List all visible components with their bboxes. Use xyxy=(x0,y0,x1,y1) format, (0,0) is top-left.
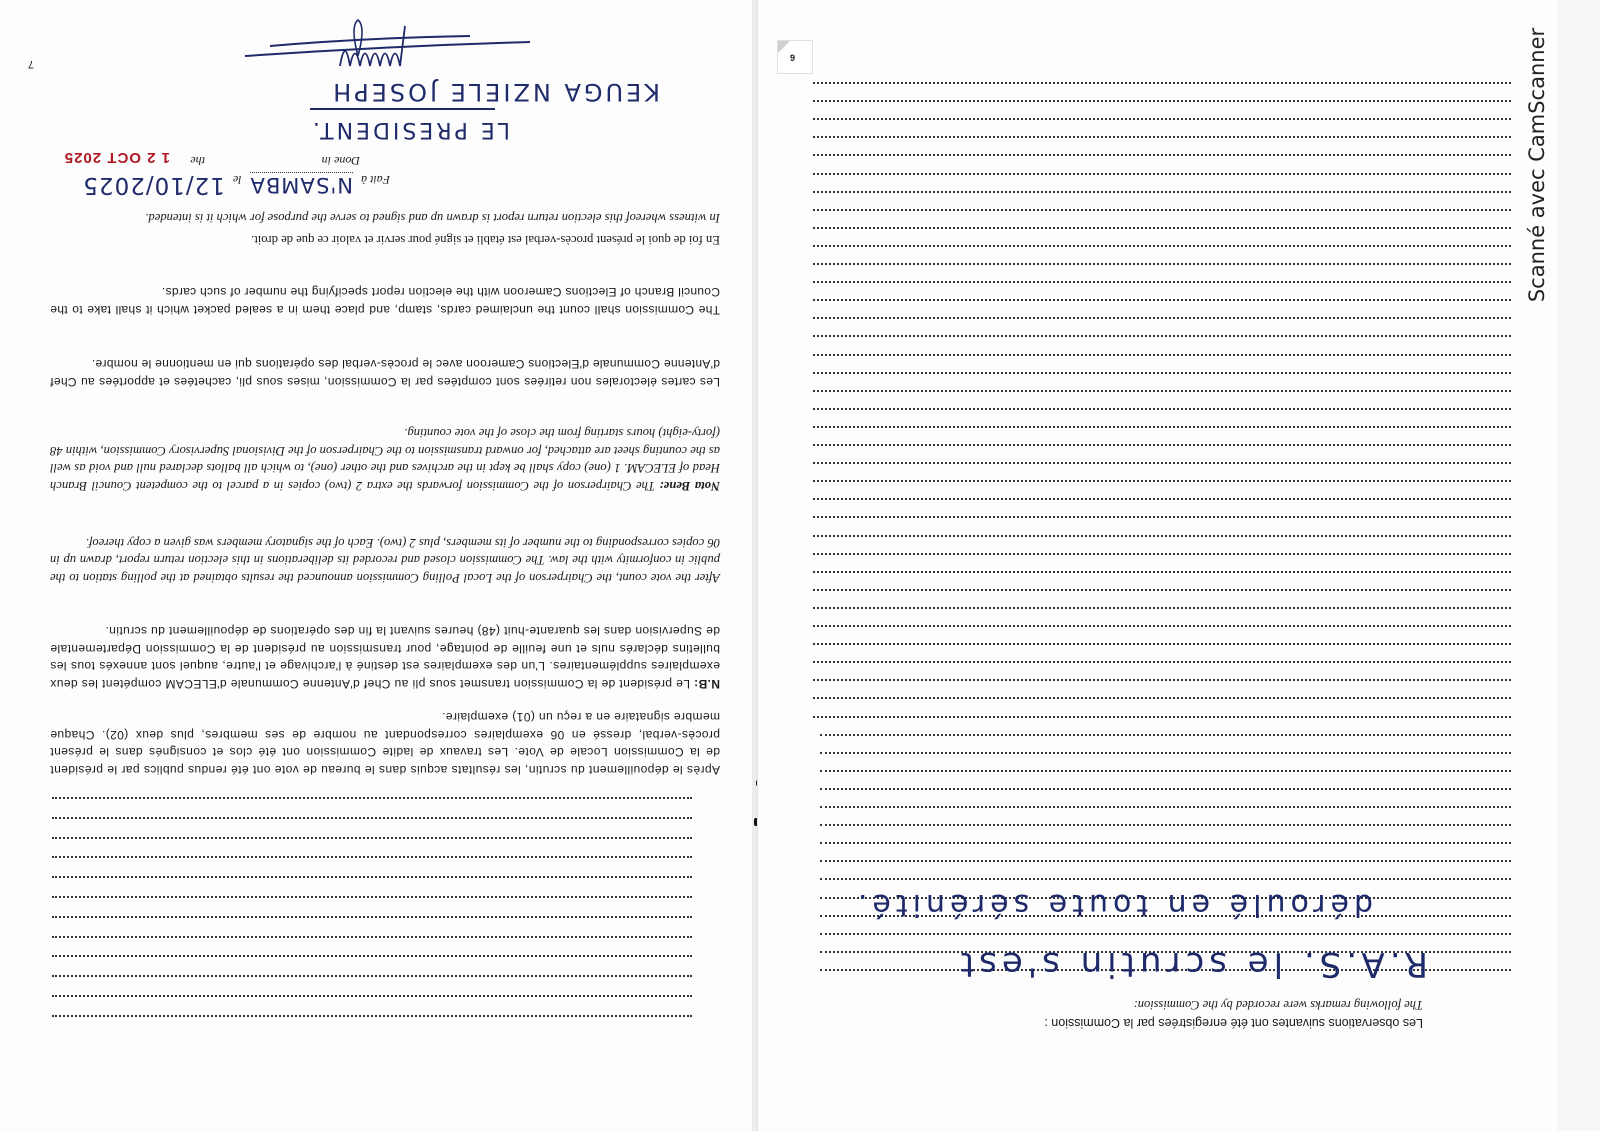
page-fold-icon xyxy=(778,41,790,53)
blank-line xyxy=(813,679,1511,681)
blank-line xyxy=(813,426,1511,428)
page-number: 7 xyxy=(27,58,34,70)
blank-line xyxy=(820,933,1511,935)
blank-line xyxy=(52,1015,692,1017)
blank-line xyxy=(820,734,1511,736)
blank-line xyxy=(52,916,692,918)
blank-line xyxy=(52,975,692,977)
cards-fr: Les cartes électorales non retirées sont comptées par la Commission, mises sous pli, cachetées et apportées au Chef d'Antenne Communale d'Elections Cameroon avec le procès-verbal des opérations qui en mentionne le nombre. xyxy=(50,357,720,389)
blank-line xyxy=(813,82,1511,84)
blank-line xyxy=(813,354,1511,356)
blank-line xyxy=(813,263,1511,265)
blank-line xyxy=(813,136,1511,138)
nb-fr xyxy=(50,602,720,692)
witness-fr: En foi de quoi le présent procès-verbal est établi et signé pour servir et valoir ce que de droit. xyxy=(251,233,720,247)
nb-text: Le président de la Commission transmet sous pli au Chef d'Antenne Communale d'ELECAM compétent les deux exemplaires supplémentaires. L'un des exemplaires est destiné à l'archivage et l'autre, auquel sont annexés tous les bulletins déclarés nuls et une feuille de pointage, pour transmission au président de la Commission Départementale de Supervision dans les quarante-huit (48) heures suivant la fin des opérations de dépouillement du scrutin. xyxy=(50,624,720,691)
blank-line xyxy=(813,299,1511,301)
signature-icon xyxy=(240,16,540,76)
blank-line xyxy=(813,227,1511,229)
blank-line xyxy=(813,643,1511,645)
remarks-heading-fr: Les observations suivantes ont été enregistrées par la Commission : xyxy=(1044,1016,1423,1030)
blank-line xyxy=(52,936,692,938)
camscanner-watermark: Scanné avec CamScanner xyxy=(1525,27,1549,303)
left-page xyxy=(0,0,752,1131)
blank-line xyxy=(813,408,1511,410)
blank-line xyxy=(813,516,1511,518)
remarks-heading-en: The following remarks were recorded by the Commission: xyxy=(1133,998,1423,1012)
blank-line xyxy=(813,281,1511,283)
blank-line xyxy=(813,535,1511,537)
witness-en: In witness whereof this election return report is drawn up and signed to serve the purpose for which it is intended. xyxy=(145,211,720,225)
underline xyxy=(310,108,495,110)
blank-line xyxy=(52,817,692,819)
fait-label: Fait à xyxy=(361,173,390,187)
results-en: After the vote count, the Chairperson of the Local Polling Commission announced the results obtained at the polling station to the public in conformity with the law. The Commission closed and recorded its deliberations in this election return report, drawn up in 06 copies corresponding to the number of its members, plus 2 (two). Each of the signatory members was given a copy thereof. xyxy=(50,535,720,585)
blank-line xyxy=(813,661,1511,663)
blank-line xyxy=(820,842,1511,844)
right-page xyxy=(757,0,1558,1131)
signatory-name: KEUGA NZIELE JOSEPH xyxy=(330,78,660,106)
nota-bene-en xyxy=(50,404,720,494)
blank-line xyxy=(813,444,1511,446)
blank-line xyxy=(813,462,1511,464)
cards-en: The Commission shall count the unclaimed cards, stamp, and place them in a sealed packet which it shall take to the Council Branch of Elections Cameroon with the election report specifying the number of such cards. xyxy=(50,285,720,317)
blank-line xyxy=(52,995,692,997)
blank-line xyxy=(813,480,1511,482)
blank-line xyxy=(820,824,1511,826)
blank-line xyxy=(52,876,692,878)
blank-line xyxy=(813,625,1511,627)
blank-line xyxy=(813,553,1511,555)
blank-line xyxy=(52,837,692,839)
blank-line xyxy=(813,317,1511,319)
blank-line xyxy=(813,173,1511,175)
blank-line xyxy=(813,716,1511,718)
blank-line xyxy=(813,154,1511,156)
blank-line xyxy=(813,498,1511,500)
blank-line xyxy=(820,806,1511,808)
nota-bene-text: The Chairperson of the Commission forwards the extra 2 (two) copies in a parcel to the competent Council Branch Head of ELECAM. 1 (one) copy shall be kept in the archives and the other (one), to which all ballots declared null and void as well as the counting sheet are attached, for onward transmission to the Chairperson of the Divisional Supervisory Commission, within 48 (forty-eight) hours starting from the close of the vote counting. xyxy=(50,426,720,493)
signatory-title: LE PRESIDENT. xyxy=(309,117,510,142)
le-label: le xyxy=(232,173,242,187)
blank-line xyxy=(52,797,692,799)
blank-line xyxy=(813,100,1511,102)
page-number-badge xyxy=(777,40,813,74)
handwritten-remark-line1: R.A.S. le scrutin s'est xyxy=(955,944,1428,984)
blank-line xyxy=(820,860,1511,862)
blank-line xyxy=(813,697,1511,699)
blank-line xyxy=(813,372,1511,374)
blank-line xyxy=(52,896,692,898)
place-value: N'SAMBA xyxy=(249,173,353,197)
blank-line xyxy=(52,856,692,858)
blank-line xyxy=(813,209,1511,211)
blank-line xyxy=(52,955,692,957)
blank-line xyxy=(820,878,1511,880)
date-value: 12/10/2025 xyxy=(82,172,225,198)
blank-line xyxy=(820,770,1511,772)
blank-line xyxy=(820,788,1511,790)
the-label: the xyxy=(190,154,205,168)
blank-line xyxy=(813,245,1511,247)
results-fr: Après le dépouillement du scrutin, les résultats acquis dans le bureau de vote ont été rendus publics par le président de la Commission Locale de Vote. Les travaux de ladite Commission ont été clos et consignés dans le présent procès-verbal, dressé en 06 exemplaires correspondant au nombre de ses membres, plus deux (02). Chaque membre signataire en a reçu un (01) exemplaire. xyxy=(50,710,720,777)
page-number: 9 xyxy=(790,53,796,63)
handwritten-remark-line2: déroulé en toute sérénité. xyxy=(852,887,1373,922)
blank-line xyxy=(820,752,1511,754)
blank-line xyxy=(813,390,1511,392)
blank-line xyxy=(813,191,1511,193)
nb-label: N.B: xyxy=(693,677,720,691)
blank-line xyxy=(813,607,1511,609)
blank-line xyxy=(813,118,1511,120)
done-in-label: Done in xyxy=(321,154,360,168)
blank-line xyxy=(813,335,1511,337)
nota-bene-label: Nota Bene: xyxy=(659,479,720,493)
blank-line xyxy=(813,589,1511,591)
blank-line xyxy=(813,571,1511,573)
date-stamp: 1 2 OCT 2025 xyxy=(63,149,170,166)
